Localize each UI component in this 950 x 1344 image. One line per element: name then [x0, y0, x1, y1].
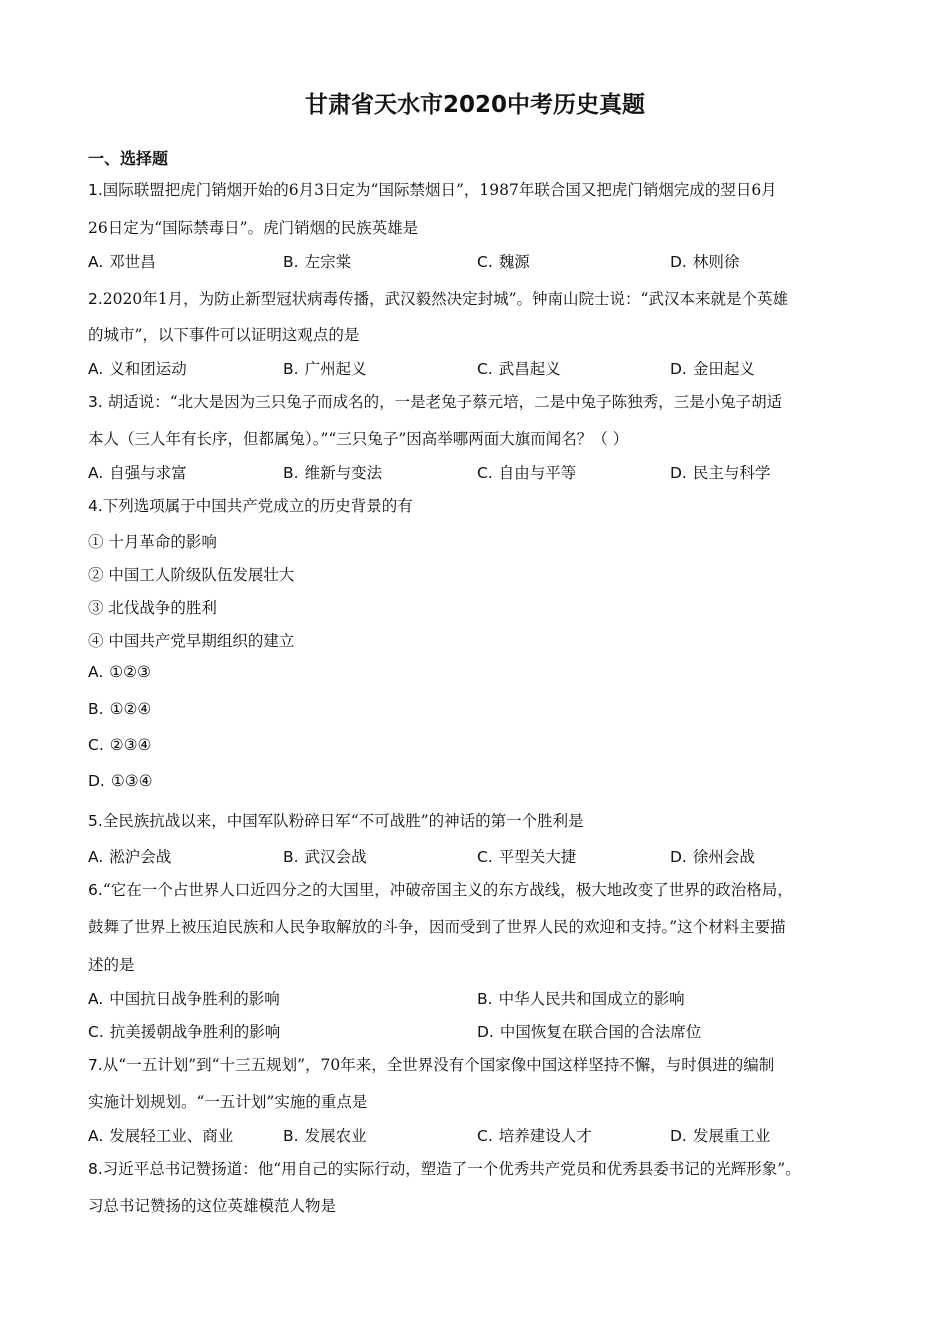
question-number: 3.: [88, 393, 103, 411]
question-text: 下列选项属于中国共产党成立的历史背景的有: [102, 497, 413, 515]
question-text: 国际联盟把虎门销烟开始的6月3日定为“国际禁烟日”，1987年联合国又把虎门销烟完成的翌日6月: [102, 181, 777, 199]
question-text: “它在一个占世界人口近四分之的大国里，冲破帝国主义的东方战线，极大地改变了世界的政治格局，: [102, 881, 793, 899]
option-d: D. 金田起义: [670, 360, 755, 378]
option-b: B. 中华人民共和国成立的影响: [477, 990, 685, 1008]
question-5: [88, 809, 584, 831]
question-number: 8.: [88, 1160, 103, 1178]
question-number: 1.: [88, 181, 103, 199]
question-text: 的城市”，以下事件可以证明这观点的是: [88, 326, 360, 344]
option-d: D. 徐州会战: [670, 848, 755, 866]
question-number: 4.: [88, 497, 103, 515]
question-text: 实施计划规划。“一五计划”实施的重点是: [88, 1093, 368, 1111]
question-text: 鼓舞了世界上被压迫民族和人民争取解放的斗争，因而受到了世界人民的欢迎和支持。”这个材料主要描: [88, 918, 786, 936]
question-4: [88, 494, 413, 516]
question-2: [88, 287, 788, 309]
question-text: 26日定为“国际禁毒日”。虎门销烟的民族英雄是: [88, 219, 419, 237]
option-a: A. 发展轻工业、商业: [88, 1127, 234, 1145]
option-b: B. 维新与变法: [283, 464, 383, 482]
question-8: [88, 1157, 801, 1179]
question-number: 6.: [88, 881, 103, 899]
statement-item: ③ 北伐战争的胜利: [88, 599, 217, 617]
option-b: B. 广州起义: [283, 360, 367, 378]
option-d: D. 中国恢复在联合国的合法席位: [477, 1023, 702, 1041]
question-text: 2020年1月，为防止新型冠状病毒传播，武汉毅然决定封城”。钟南山院士说：“武汉本来就是个英雄: [102, 290, 788, 308]
option-a: A. ①②③: [88, 663, 151, 681]
question-number: 2.: [88, 290, 103, 308]
option-d: D. 民主与科学: [670, 464, 771, 482]
question-text: 习总书记赞扬的这位英雄模范人物是: [88, 1197, 337, 1215]
option-c: C. ②③④: [88, 736, 152, 754]
option-d: D. 发展重工业: [670, 1127, 771, 1145]
question-text: 胡适说：“北大是因为三只兔子而成名的，一是老兔子蔡元培，二是中兔子陈独秀，三是小兔子胡适: [107, 393, 783, 411]
question-3: [88, 390, 782, 412]
section-heading: 一、选择题: [88, 149, 169, 168]
option-c: C. 武昌起义: [477, 360, 561, 378]
question-text: 从“一五计划”到“十三五规划”，70年来，全世界没有个国家像中国这样坚持不懈，与时俱进的编制: [102, 1056, 775, 1074]
option-c: C. 平型关大捷: [477, 848, 577, 866]
option-a: A. 淞沪会战: [88, 848, 172, 866]
option-d: D. ①③④: [88, 772, 153, 790]
question-text: 全民族抗战以来，中国军队粉碎日军“不可战胜”的神话的第一个胜利是: [102, 812, 584, 830]
option-b: B. 左宗棠: [283, 253, 352, 271]
question-6: [88, 878, 793, 900]
question-1: [88, 178, 777, 200]
statement-item: ① 十月革命的影响: [88, 533, 217, 551]
question-number: 5.: [88, 812, 103, 830]
statement-item: ② 中国工人阶级队伍发展壮大: [88, 566, 295, 584]
option-c: C. 魏源: [477, 253, 530, 271]
question-text: 述的是: [88, 956, 135, 974]
option-d: D. 林则徐: [670, 253, 740, 271]
option-b: B. 武汉会战: [283, 848, 367, 866]
question-number: 7.: [88, 1056, 103, 1074]
question-text: 习近平总书记赞扬道：他“用自己的实际行动，塑造了一个优秀共产党员和优秀县委书记的光辉形象”。: [102, 1160, 801, 1178]
option-b: B. ①②④: [88, 700, 152, 718]
option-c: C. 培养建设人才: [477, 1127, 592, 1145]
option-c: C. 抗美援朝战争胜利的影响: [88, 1023, 281, 1041]
option-b: B. 发展农业: [283, 1127, 367, 1145]
question-7: [88, 1053, 774, 1075]
option-a: A. 义和团运动: [88, 360, 187, 378]
option-a: A. 中国抗日战争胜利的影响: [88, 990, 280, 1008]
option-c: C. 自由与平等: [477, 464, 577, 482]
option-a: A. 自强与求富: [88, 464, 187, 482]
question-text: 本人（三人年有长序，但都属兔）。”“三只兔子”因高举哪两面大旗而闻名？（ ）: [88, 430, 629, 448]
option-a: A. 邓世昌: [88, 253, 156, 271]
page-title: 甘肃省天水市2020中考历史真题: [304, 92, 645, 118]
statement-item: ④ 中国共产党早期组织的建立: [88, 632, 295, 650]
